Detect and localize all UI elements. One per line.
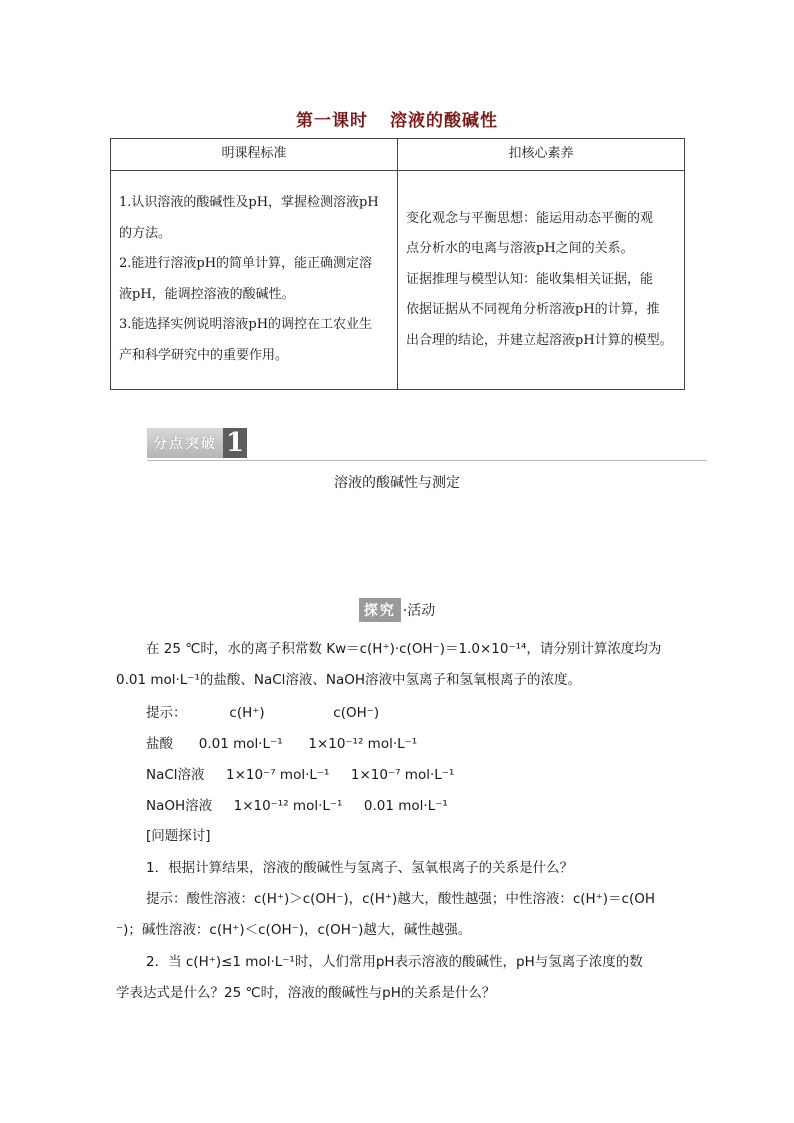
question-2: 2．当 c(H⁺)≤1 mol·L⁻¹时，人们常用pH表示溶液的酸碱性，pH与氢离子浓度的数	[146, 954, 643, 970]
question-1: 1．根据计算结果，溶液的酸碱性与氢离子、氢氧根离子的关系是什么？	[146, 860, 574, 876]
literacy-line: 依据证据从不同视角分析溶液pH的计算，推	[406, 302, 660, 317]
section-subtitle: 溶液的酸碱性与测定	[334, 475, 460, 491]
table-row-hcl: 盐酸 0.01 mol·L⁻¹ 1×10⁻¹² mol·L⁻¹	[146, 736, 418, 752]
table-row-naoh: NaOH溶液 1×10⁻¹² mol·L⁻¹ 0.01 mol·L⁻¹	[146, 798, 448, 814]
hint-header: 提示： c(H⁺) c(OH⁻)	[146, 705, 380, 721]
page-title	[0, 106, 794, 131]
table-header-literacy: 扣核心素养	[398, 139, 685, 171]
table-row-nacl: NaCl溶液 1×10⁻⁷ mol·L⁻¹ 1×10⁻⁷ mol·L⁻¹	[146, 767, 455, 783]
literacy-cell	[398, 170, 685, 390]
title-lesson: 第一课时	[296, 111, 368, 131]
answer-1-line: ⁻)；碱性溶液：c(H⁺)＜c(OH⁻)，c(OH⁻)越大，碱性越强。	[116, 922, 472, 938]
literacy-line: 证据推理与模型认知：能收集相关证据，能	[406, 271, 654, 287]
question-2-cont: 学表达式是什么？25 ℃时，溶液的酸碱性与pH的关系是什么？	[116, 985, 496, 1001]
activity-label: ·活动	[402, 603, 436, 619]
standards-cell	[111, 170, 398, 390]
standards-line: 产和科学研究中的重要作用。	[119, 347, 289, 363]
section-divider	[147, 460, 707, 461]
standards-line: 液pH，能调控溶液的酸碱性。	[119, 286, 295, 302]
standards-line: 1.认识溶液的酸碱性及pH，掌握检测溶液pH	[119, 195, 379, 211]
literacy-line: 出合理的结论，并建立起溶液pH计算的模型。	[406, 332, 673, 348]
table-header-standards: 明课程标准	[111, 139, 398, 171]
literacy-line: 变化观念与平衡思想：能运用动态平衡的观	[406, 210, 654, 226]
standards-table	[110, 138, 685, 390]
answer-1-line: 提示：酸性溶液：c(H⁺)＞c(OH⁻)，c(H⁺)越大，酸性越强；中性溶液：c(H⁺)＝c(OH	[146, 891, 656, 907]
question-heading: [问题探讨]	[146, 828, 211, 844]
body-line: 0.01 mol·L⁻¹的盐酸、NaCl溶液、NaOH溶液中氢离子和氢氧根离子的浓度。	[116, 672, 582, 688]
explore-activity-heading	[0, 598, 794, 622]
standards-line: 2.能进行溶液pH的简单计算，能正确测定溶	[119, 256, 373, 272]
standards-line: 的方法。	[119, 225, 172, 241]
explore-label: 探究	[359, 598, 401, 622]
section-badge	[147, 428, 247, 458]
title-topic: 溶液的酸碱性	[390, 111, 498, 131]
body-line: 在 25 ℃时，水的离子积常数 Kw＝c(H⁺)·c(OH⁻)＝1.0×10⁻¹⁴，请分别计算浓度均为	[146, 641, 662, 657]
literacy-line: 点分析水的电离与溶液pH之间的关系。	[406, 241, 634, 256]
section-badge-label: 分点突破	[147, 428, 223, 458]
standards-line: 3.能选择实例说明溶液pH的调控在工农业生	[119, 317, 373, 333]
section-badge-number: 1	[223, 428, 247, 458]
